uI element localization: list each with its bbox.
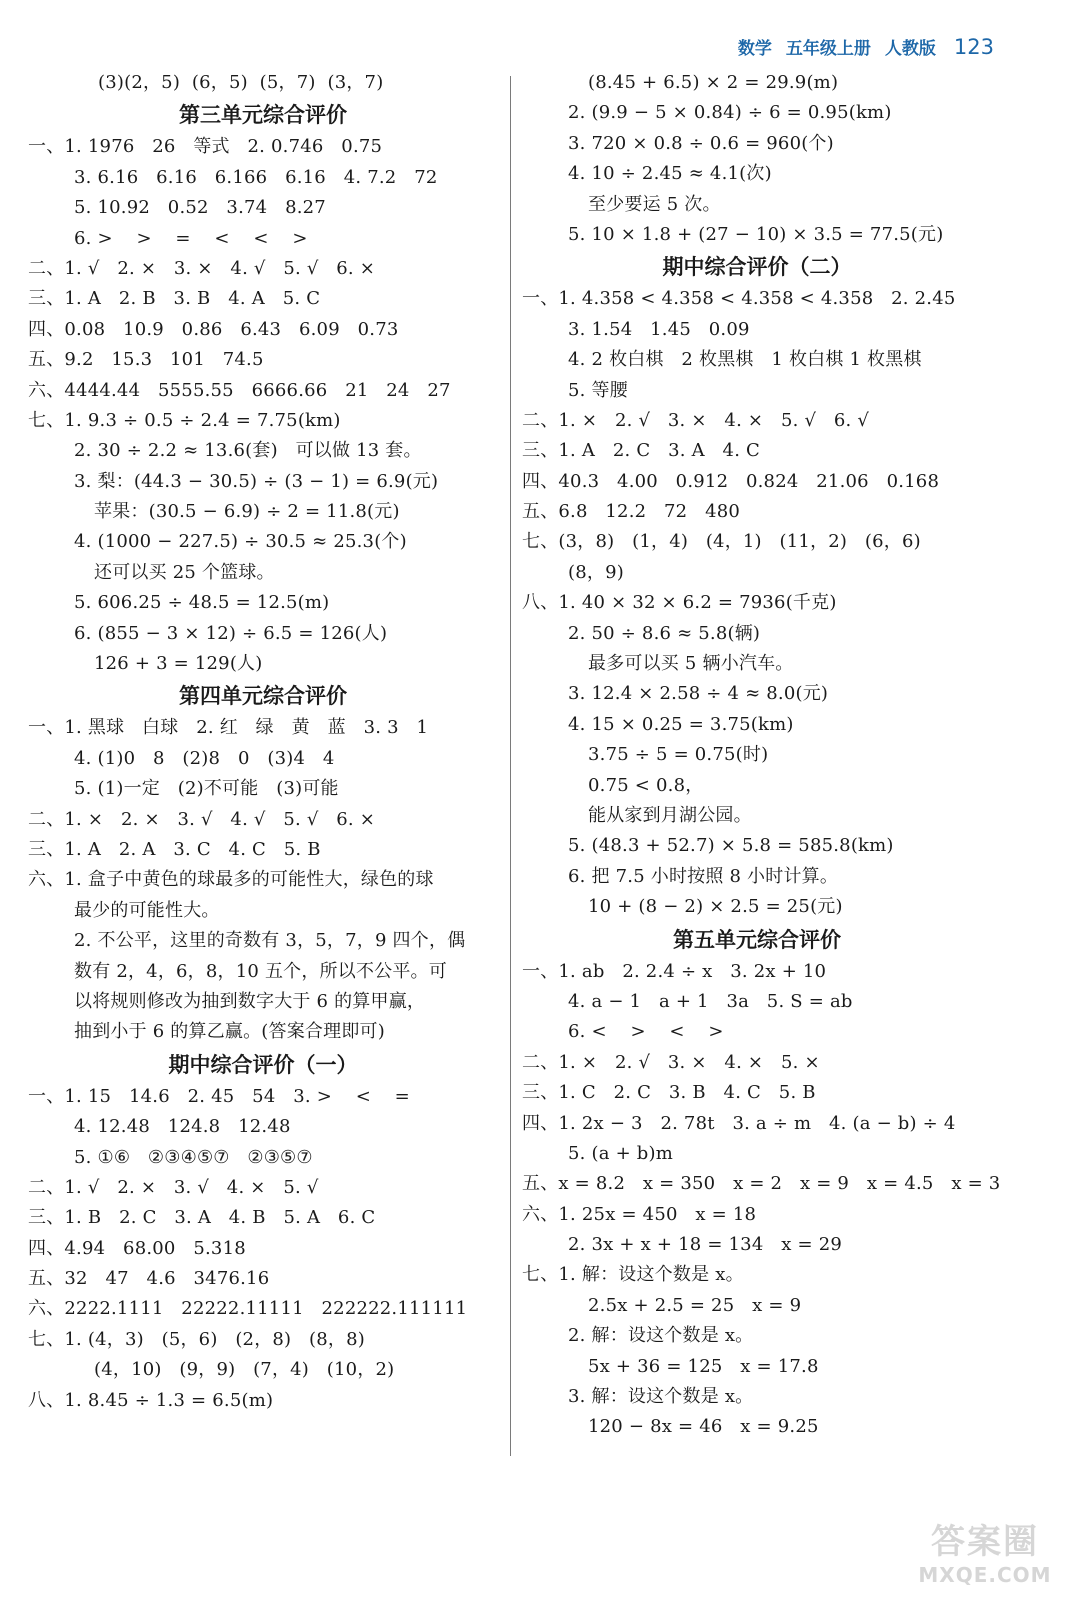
answer-line: 一、1. 1976 26 等式 2. 0.746 0.75 bbox=[28, 136, 383, 158]
answer-line: 5. (48.3 + 52.7) × 5.8 = 585.8(km) bbox=[568, 835, 894, 857]
column-divider bbox=[510, 76, 511, 1456]
answer-line: 4. 2 枚白棋 2 枚黑棋 1 枚白棋 1 枚黑棋 bbox=[568, 349, 922, 371]
answer-line: 七、1. 解：设这个数是 x。 bbox=[522, 1264, 744, 1286]
answer-line: 5. (a + b)m bbox=[568, 1142, 673, 1164]
page-number: 123 bbox=[953, 35, 994, 59]
answer-line: 三、1. A 2. C 3. A 4. C bbox=[522, 440, 761, 462]
answer-line: 2. 不公平，这里的奇数有 3，5，7，9 四个，偶 bbox=[74, 930, 466, 952]
section-title: 第三单元综合评价 bbox=[179, 103, 347, 128]
answer-line: 3. 解：设这个数是 x。 bbox=[568, 1386, 754, 1408]
answer-line: 四、40.3 4.00 0.912 0.824 21.06 0.168 bbox=[522, 470, 940, 492]
answer-line: 八、1. 8.45 ÷ 1.3 = 6.5(m) bbox=[28, 1389, 274, 1411]
answer-line: 最多可以买 5 辆小汽车。 bbox=[588, 653, 794, 675]
answer-line: 四、0.08 10.9 0.86 6.43 6.09 0.73 bbox=[28, 318, 399, 340]
answer-line: 五、9.2 15.3 101 74.5 bbox=[28, 349, 264, 371]
answer-line: 四、1. 2x − 3 2. 78t 3. a ÷ m 4. (a − b) ÷ 4 bbox=[522, 1112, 956, 1134]
answer-line: 0.75 < 0.8， bbox=[588, 774, 704, 796]
answer-line: 最少的可能性大。 bbox=[74, 899, 220, 921]
answer-line: (8.45 + 6.5) × 2 = 29.9(m) bbox=[588, 72, 839, 93]
answer-line: 6. (855 − 3 × 12) ÷ 6.5 = 126(人) bbox=[74, 622, 388, 644]
answer-line: 4. 10 ÷ 2.45 ≈ 4.1(次) bbox=[568, 163, 772, 185]
answer-line: 三、1. A 2. B 3. B 4. A 5. C bbox=[28, 288, 321, 310]
answer-line: 苹果：(30.5 − 6.9) ÷ 2 = 11.8(元) bbox=[94, 501, 400, 523]
answer-line: 120 − 8x = 46 x = 9.25 bbox=[588, 1416, 819, 1438]
answer-line: 126 + 3 = 129(人) bbox=[94, 653, 263, 675]
answer-line: 5. 10.92 0.52 3.74 8.27 bbox=[74, 197, 326, 219]
answer-line: 三、1. B 2. C 3. A 4. B 5. A 6. C bbox=[28, 1207, 376, 1229]
answer-line: 一、1. ab 2. 2.4 ÷ x 3. 2x + 10 bbox=[522, 960, 827, 982]
answer-line: 以将规则修改为抽到数字大于 6 的算甲赢， bbox=[74, 990, 426, 1012]
answer-line: 三、1. A 2. A 3. C 4. C 5. B bbox=[28, 838, 321, 860]
answer-line: 七、(3，8) (1，4) (4，1) (11，2) (6，6) bbox=[522, 531, 921, 553]
answer-line: 6. < > < > bbox=[568, 1021, 724, 1043]
answer-line: 六、4444.44 5555.55 6666.66 21 24 27 bbox=[28, 379, 451, 401]
answer-line: 3. 12.4 × 2.58 ÷ 4 ≈ 8.0(元) bbox=[568, 683, 829, 705]
answer-line: 6. > > = < < > bbox=[74, 227, 308, 249]
answer-line: 四、4.94 68.00 5.318 bbox=[28, 1237, 246, 1259]
section-title: 第五单元综合评价 bbox=[673, 927, 841, 952]
answer-line: 5. (1)一定 (2)不可能 (3)可能 bbox=[74, 778, 339, 800]
answer-line: 能从家到月湖公园。 bbox=[588, 804, 752, 826]
header-edition: 人教版 bbox=[884, 39, 936, 59]
watermark-logo: 答案圈 bbox=[931, 1522, 1039, 1562]
answer-line: 五、x = 8.2 x = 350 x = 2 x = 9 x = 4.5 x = 3 bbox=[522, 1173, 1001, 1195]
answer-line: (4，10) (9，9) (7，4) (10，2) bbox=[94, 1359, 395, 1381]
answer-line: 4. 15 × 0.25 = 3.75(km) bbox=[568, 713, 794, 735]
watermark-site: MXQE.COM bbox=[918, 1563, 1052, 1587]
header-grade: 五年级上册 bbox=[785, 39, 871, 59]
answer-line: 二、1. × 2. × 3. √ 4. √ 5. √ 6. × bbox=[28, 808, 376, 830]
answer-line: 5. 10 × 1.8 + (27 − 10) × 3.5 = 77.5(元) bbox=[568, 223, 944, 245]
answer-line: 4. a − 1 a + 1 3a 5. S = ab bbox=[568, 990, 853, 1012]
answer-line: 数有 2，4，6，8，10 五个，所以不公平。可 bbox=[74, 960, 447, 982]
left-answer-column bbox=[28, 68, 498, 1416]
section-title: 期中综合评价（二） bbox=[662, 255, 852, 280]
answer-line: 三、1. C 2. C 3. B 4. C 5. B bbox=[522, 1082, 816, 1104]
answer-line: 5. 等腰 bbox=[568, 379, 628, 401]
answer-line: 6. 把 7.5 小时按照 8 小时计算。 bbox=[568, 865, 839, 887]
watermark bbox=[900, 1514, 1070, 1594]
answer-line: 5x + 36 = 125 x = 17.8 bbox=[588, 1355, 819, 1377]
answer-line: 4. 12.48 124.8 12.48 bbox=[74, 1116, 291, 1138]
answer-line: 二、1. × 2. √ 3. × 4. × 5. × bbox=[522, 1051, 820, 1073]
right-answer-column bbox=[522, 68, 1001, 1443]
answer-line: 2.5x + 2.5 = 25 x = 9 bbox=[588, 1294, 802, 1316]
answer-line: (8，9) bbox=[568, 561, 624, 583]
answer-line: 六、1. 盒子中黄色的球最多的可能性大，绿色的球 bbox=[28, 869, 434, 891]
answer-line: (3)(2，5) (6，5) (5，7) (3，7) bbox=[98, 72, 384, 93]
header-subject: 数学 bbox=[737, 39, 772, 59]
answer-line: 4. (1)0 8 (2)8 0 (3)4 4 bbox=[74, 747, 335, 769]
section-title: 第四单元综合评价 bbox=[179, 684, 347, 709]
answer-line: 抽到小于 6 的算乙赢。(答案合理即可) bbox=[74, 1021, 385, 1043]
answer-line: 七、1. 9.3 ÷ 0.5 ÷ 2.4 = 7.75(km) bbox=[28, 409, 341, 431]
answer-line: 一、1. 黑球 白球 2. 红 绿 黄 蓝 3. 3 1 bbox=[28, 717, 429, 739]
answer-line: 五、32 47 4.6 3476.16 bbox=[28, 1268, 270, 1290]
answer-line: 二、1. √ 2. × 3. × 4. √ 5. √ 6. × bbox=[28, 257, 376, 279]
answer-line: 八、1. 40 × 32 × 6.2 = 7936(千克) bbox=[522, 592, 837, 614]
answer-line: 3. 1.54 1.45 0.09 bbox=[568, 318, 750, 340]
answer-line: 二、1. √ 2. × 3. √ 4. × 5. √ bbox=[28, 1176, 319, 1198]
answer-line: 至少要运 5 次。 bbox=[588, 193, 721, 215]
answer-line: 3. 720 × 0.8 ÷ 0.6 = 960(个) bbox=[568, 132, 834, 154]
answer-line: 五、6.8 12.2 72 480 bbox=[522, 501, 741, 523]
answer-line: 2. 解：设这个数是 x。 bbox=[568, 1325, 754, 1347]
answer-line: 一、1. 15 14.6 2. 45 54 3. > < = bbox=[28, 1085, 410, 1107]
answer-line: 4. (1000 − 227.5) ÷ 30.5 ≈ 25.3(个) bbox=[74, 531, 407, 553]
answer-line: 3. 6.16 6.16 6.166 6.16 4. 7.2 72 bbox=[74, 166, 438, 188]
answer-line: 3.75 ÷ 5 = 0.75(时) bbox=[588, 744, 769, 766]
page-header bbox=[738, 34, 994, 59]
answer-line: 二、1. × 2. √ 3. × 4. × 5. √ 6. √ bbox=[522, 409, 870, 431]
answer-line: 六、1. 25x = 450 x = 18 bbox=[522, 1203, 757, 1225]
answer-line: 六、2222.1111 22222.11111 222222.111111 bbox=[28, 1298, 468, 1320]
answer-line: 10 + (8 − 2) × 2.5 = 25(元) bbox=[588, 896, 843, 918]
section-title: 期中综合评价（一） bbox=[168, 1052, 358, 1077]
answer-line: 5. 606.25 ÷ 48.5 = 12.5(m) bbox=[74, 592, 330, 614]
answer-line: 2. 3x + x + 18 = 134 x = 29 bbox=[568, 1234, 843, 1256]
answer-line: 5. ①⑥ ②③④⑤⑦ ②③⑤⑦ bbox=[74, 1146, 313, 1168]
answer-line: 2. 30 ÷ 2.2 ≈ 13.6(套) 可以做 13 套。 bbox=[74, 440, 422, 462]
answer-line: 一、1. 4.358 < 4.358 < 4.358 < 4.358 2. 2.45 bbox=[522, 288, 956, 310]
answer-line: 2. (9.9 − 5 × 0.84) ÷ 6 = 0.95(km) bbox=[568, 102, 892, 124]
answer-line: 3. 梨：(44.3 − 30.5) ÷ (3 − 1) = 6.9(元) bbox=[74, 470, 439, 492]
answer-line: 还可以买 25 个篮球。 bbox=[94, 561, 275, 583]
answer-line: 七、1. (4，3) (5，6) (2，8) (8，8) bbox=[28, 1328, 365, 1350]
answer-line: 2. 50 ÷ 8.6 ≈ 5.8(辆) bbox=[568, 622, 761, 644]
